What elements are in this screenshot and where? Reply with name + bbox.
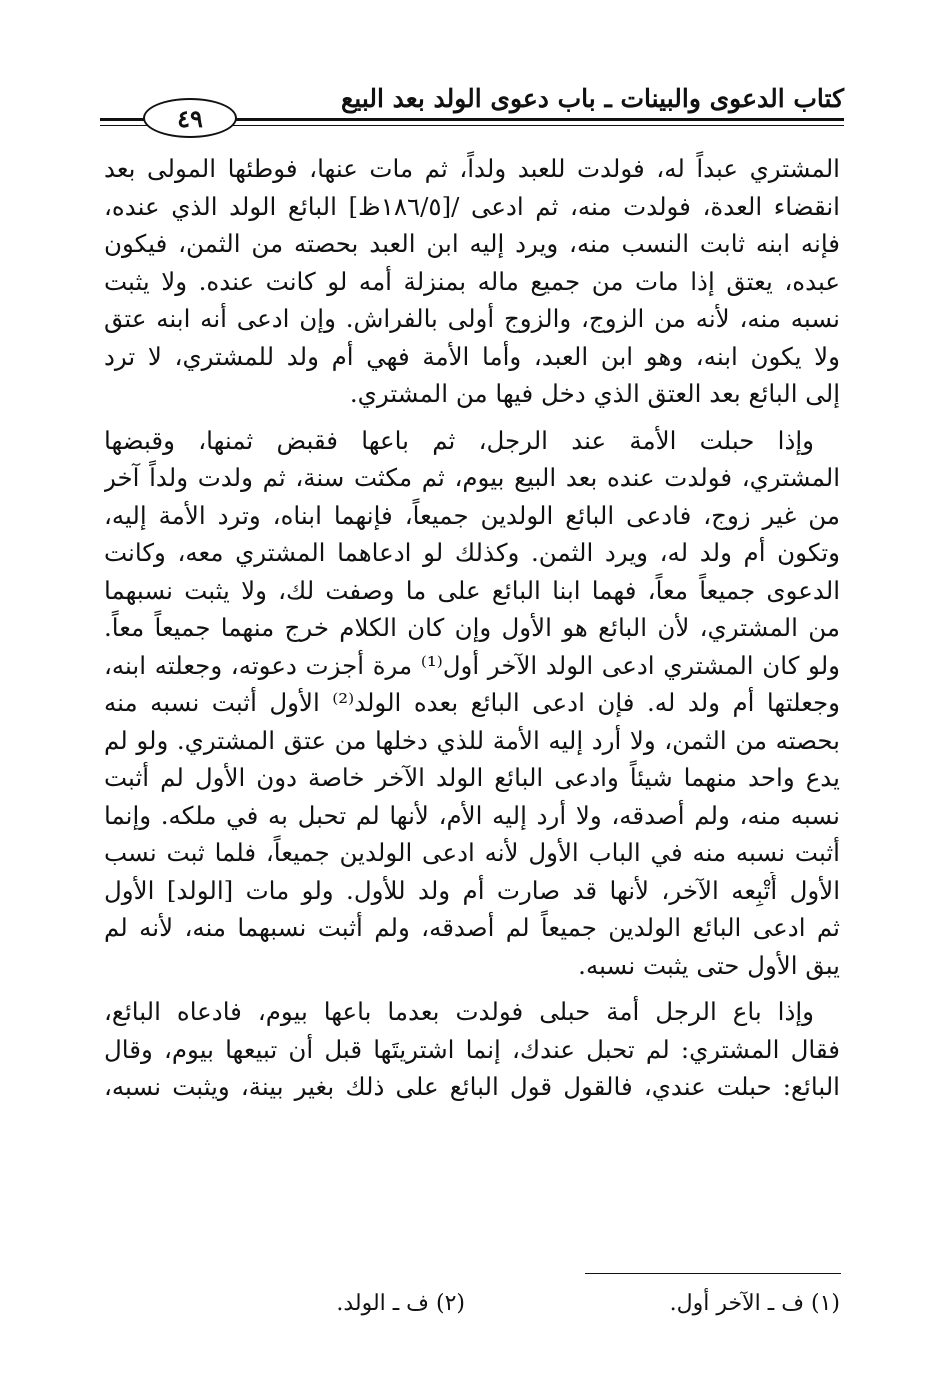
footnote-1: (١) ف ـ الآخر أول. <box>669 1291 840 1316</box>
text-line: وتكون أم ولد له، ويرد الثمن. وكذلك لو ادعاهما المشتري معه، وكانت <box>104 538 840 567</box>
text-line: نسبه منه، ولم أصدقه، ولا أرد إليه الأم، لأنها لم تحبل به في ملكه. وإنما <box>104 800 840 830</box>
paragraph-3 <box>104 993 840 1106</box>
text-line: يدع واحد منهما شيئاً وادعى البائع الولد الآخر خاصة دون الأول لم أثبت <box>104 763 840 792</box>
text-line: من المشتري، لأن البائع هو الأول وإن كان الكلام خرج منهما جميعاً معاً. <box>104 613 840 642</box>
text-line: وإذا باع الرجل أمة حبلى فولدت بعدما باعها بيوم، فادعاه البائع، <box>104 997 814 1026</box>
paragraph-2 <box>104 422 840 985</box>
text-line: البائع: حبلت عندي، فالقول قول البائع على ذلك بغير بينة، ويثبت نسبه، <box>104 1072 840 1101</box>
body-text <box>104 150 840 1115</box>
text-line: بحصته من الثمن، ولا أرد إليه الأمة للذي دخلها من عتق المشتري. ولو لم <box>104 725 840 755</box>
paragraph-1 <box>104 150 840 413</box>
text-line: ثم ادعى البائع الولدين جميعاً لم أصدقه، ولم أثبت نسبهما منه، لأنه لم <box>104 913 840 942</box>
text-line: من غير زوج، فادعى البائع الولدين جميعاً، فإنهما ابناه، وترد الأمة إليه، <box>104 500 840 530</box>
text-line: أثبت نسبه منه في الباب الأول لأنه ادعى الولدين جميعاً، فلما ثبت نسب <box>104 838 840 867</box>
text-line: فقال المشتري: لم تحبل عندك، إنما اشتريتَها قبل أن تبيعها بيوم، وقال <box>104 1034 840 1064</box>
text-line: الأول أُتْبِعه الآخر، لأنها قد صارت أم ولد للأول. ولو مات [الولد] الأول <box>104 875 840 905</box>
text-line: عبده، يعتق إذا مات من جميع ماله بمنزلة أمه لو كانت عنده. ولا يثبت <box>104 266 840 296</box>
text-line: المشتري عبداً له، فولدت للعبد ولداً، ثم مات عنها، فوطئها المولى بعد <box>104 154 840 183</box>
text-line: انقضاء العدة، فولدت منه، ثم ادعى /[١٨٦/٥ظ] البائع الولد الذي عنده، <box>104 191 840 221</box>
running-title: كتاب الدعوى والبينات ـ باب دعوى الولد بعد البيع <box>340 84 844 113</box>
footnote-2: (٢) ف ـ الولد. <box>336 1291 465 1316</box>
text-line: فإنه ابنه ثابت النسب منه، ويرد إليه ابن العبد بحصته من الثمن، فيكون <box>104 229 840 258</box>
text-line: وإذا حبلت الأمة عند الرجل، ثم باعها فقبض ثمنها، وقبضها <box>104 425 814 455</box>
text-line: ولا يكون ابنه، وهو ابن العبد، وأما الأمة فهي أم ولد للمشتري، لا ترد <box>104 341 840 371</box>
text-line: إلى البائع بعد العتق الذي دخل فيها من المشتري. <box>349 379 840 408</box>
text-line: وجعلتها أم ولد له. فإن ادعى البائع بعده الولد⁽²⁾ الأول أثبت نسبه منه <box>104 688 840 717</box>
text-line: يبق الأول حتى يثبت نسبه. <box>578 950 840 980</box>
text-line: ولو كان المشتري ادعى الولد الآخر أول⁽¹⁾ مرة أجزت دعوته، وجعلته ابنه، <box>104 650 840 680</box>
text-line: نسبه منه، لأنه من الزوج، والزوج أولى بالفراش. وإن ادعى أنه ابنه عتق <box>104 304 840 333</box>
page-number: ٤٩ <box>143 98 237 138</box>
footnote-separator <box>585 1273 841 1274</box>
text-line: الدعوى جميعاً معاً، فهما ابنا البائع على ما وصفت لك، ولا يثبت نسبهما <box>104 575 840 605</box>
text-line: المشتري، فولدت عنده بعد البيع بيوم، ثم مكثت سنة، ثم ولدت ولداً آخر <box>104 463 840 492</box>
